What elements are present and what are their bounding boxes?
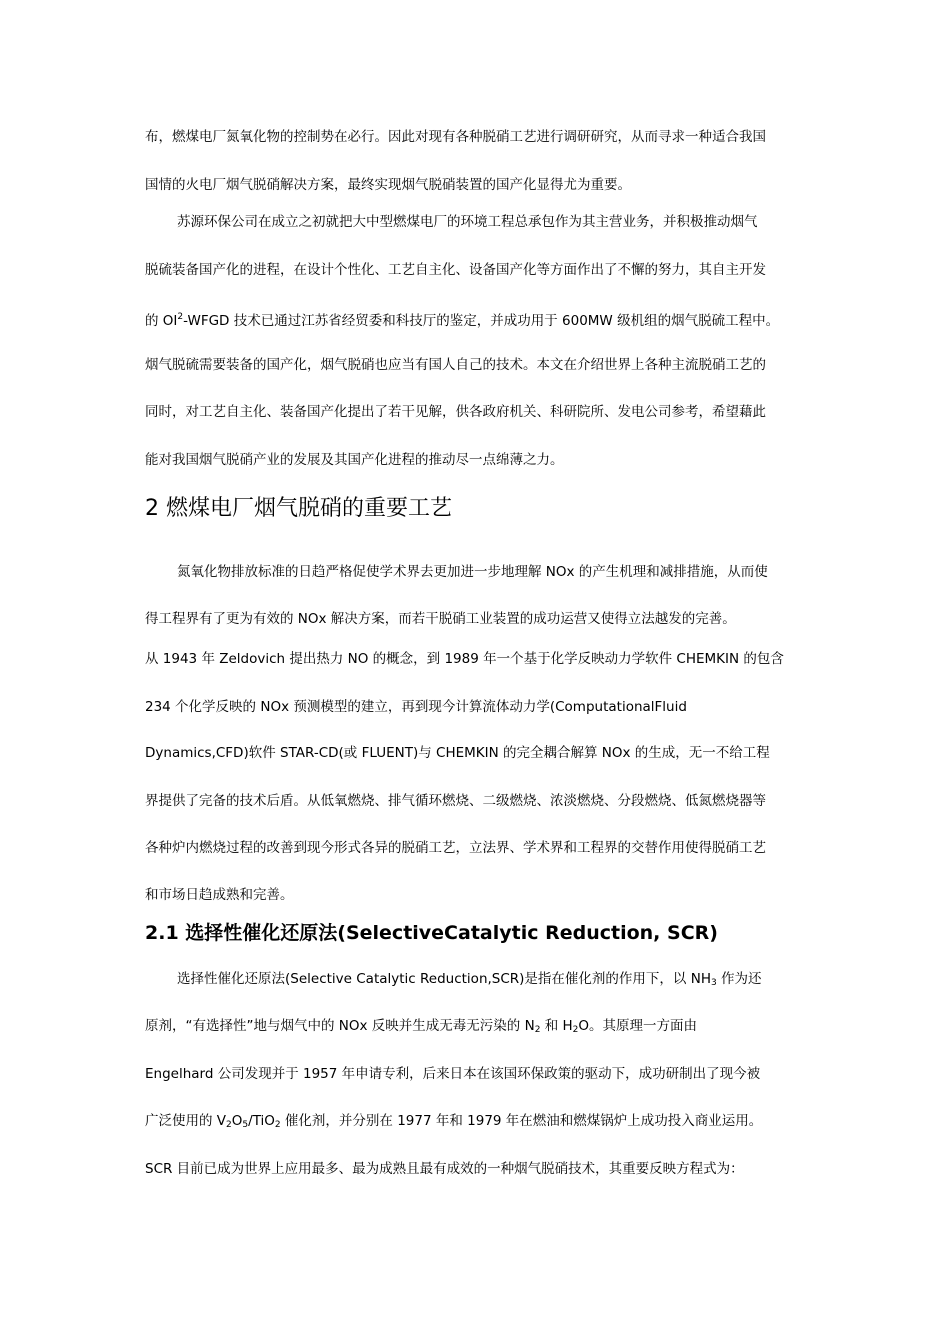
text-span: 和 H: [540, 1018, 573, 1034]
subscript: 5: [242, 1120, 249, 1130]
text-span: -WFGD 技术已通过江苏省经贸委和科技厅的鉴定，并成功用于 600MW 级机组的烟气脱硫工程中。: [183, 313, 780, 329]
subscript: 2: [274, 1120, 281, 1130]
text-line: 界提供了完备的技术后盾。从低氧燃烧、排气循环燃烧、二级燃烧、浓淡燃烧、分段燃烧、低氮燃烧器等: [145, 793, 766, 809]
text-line: 同时，对工艺自主化、装备国产化提出了若干见解，供各政府机关、科研院所、发电公司参考，希望藉此: [145, 404, 766, 420]
text-line: [145, 1016, 697, 1040]
text-line: [145, 307, 779, 331]
text-line: 234 个化学反映的 NOx 预测模型的建立，再到现今计算流体动力学(ComputationalFluid: [145, 699, 687, 715]
text-span: 催化剂，并分别在 1977 年和 1979 年在燃油和燃煤锅炉上成功投入商业运用。: [280, 1113, 763, 1129]
subscript: 3: [710, 978, 717, 988]
text-span: /TiO: [248, 1113, 275, 1129]
text-span: O: [231, 1113, 243, 1129]
text-span: 的 OI: [145, 313, 178, 329]
subsection-heading: 2.1 选择性催化还原法(SelectiveCatalytic Reduction, SCR): [145, 922, 718, 944]
subscript: 2: [534, 1025, 541, 1035]
text-line: [177, 969, 762, 993]
superscript: 2: [177, 312, 184, 322]
subscript: 2: [572, 1025, 579, 1035]
text-span: O。其原理一方面由: [578, 1018, 698, 1034]
text-line: 和市场日趋成熟和完善。: [145, 887, 294, 903]
text-line: 布，燃煤电厂氮氧化物的控制势在必行。因此对现有各种脱硝工艺进行调研研究，从而寻求一种适合我国: [145, 129, 766, 145]
section-heading: 2 燃煤电厂烟气脱硝的重要工艺: [145, 496, 452, 521]
text-line: 氮氧化物排放标准的日趋严格促使学术界去更加进一步地理解 NOx 的产生机理和减排措施，从而使: [177, 564, 768, 580]
text-line: 从 1943 年 Zeldovich 提出热力 NO 的概念，到 1989 年一个基于化学反映动力学软件 CHEMKIN 的包含: [145, 651, 784, 667]
subscript: 2: [226, 1120, 232, 1130]
text-span: 广泛使用的 V: [145, 1113, 227, 1129]
text-span: 选择性催化还原法(Selective Catalytic Reduction,SCR)是指在催化剂的作用下，以 NH: [177, 971, 711, 987]
text-span: 作为还: [716, 971, 762, 987]
text-line: 苏源环保公司在成立之初就把大中型燃煤电厂的环境工程总承包作为其主营业务，并积极推动烟气: [177, 214, 758, 230]
text-line: [145, 1111, 762, 1135]
text-line: 能对我国烟气脱硝产业的发展及其国产化进程的推动尽一点绵薄之力。: [145, 452, 564, 468]
text-line: 烟气脱硫需要装备的国产化，烟气脱硝也应当有国人自己的技术。本文在介绍世界上各种主流脱硝工艺的: [145, 357, 766, 373]
text-line: 脱硫装备国产化的进程，在设计个性化、工艺自主化、设备国产化等方面作出了不懈的努力，其自主开发: [145, 262, 766, 278]
text-line: 得工程界有了更为有效的 NOx 解决方案，而若干脱硝工业装置的成功运营又使得立法越发的完善。: [145, 611, 736, 627]
text-line: SCR 目前已成为世界上应用最多、最为成熟且最有成效的一种烟气脱硝技术，其重要反映方程式为：: [145, 1161, 744, 1177]
text-span: 原剂，“有选择性”地与烟气中的 NOx 反映并生成无毒无污染的 N: [145, 1018, 535, 1034]
text-line: Dynamics,CFD)软件 STAR-CD(或 FLUENT)与 CHEMKIN 的完全耦合解算 NOx 的生成，无一不给工程: [145, 745, 770, 761]
text-line: 国情的火电厂烟气脱硝解决方案，最终实现烟气脱硝装置的国产化显得尤为重要。: [145, 177, 631, 193]
text-line: Engelhard 公司发现并于 1957 年申请专利，后来日本在该国环保政策的驱动下，成功研制出了现今被: [145, 1066, 761, 1082]
text-line: 各种炉内燃烧过程的改善到现今形式各异的脱硝工艺，立法界、学术界和工程界的交替作用使得脱硝工艺: [145, 840, 766, 856]
